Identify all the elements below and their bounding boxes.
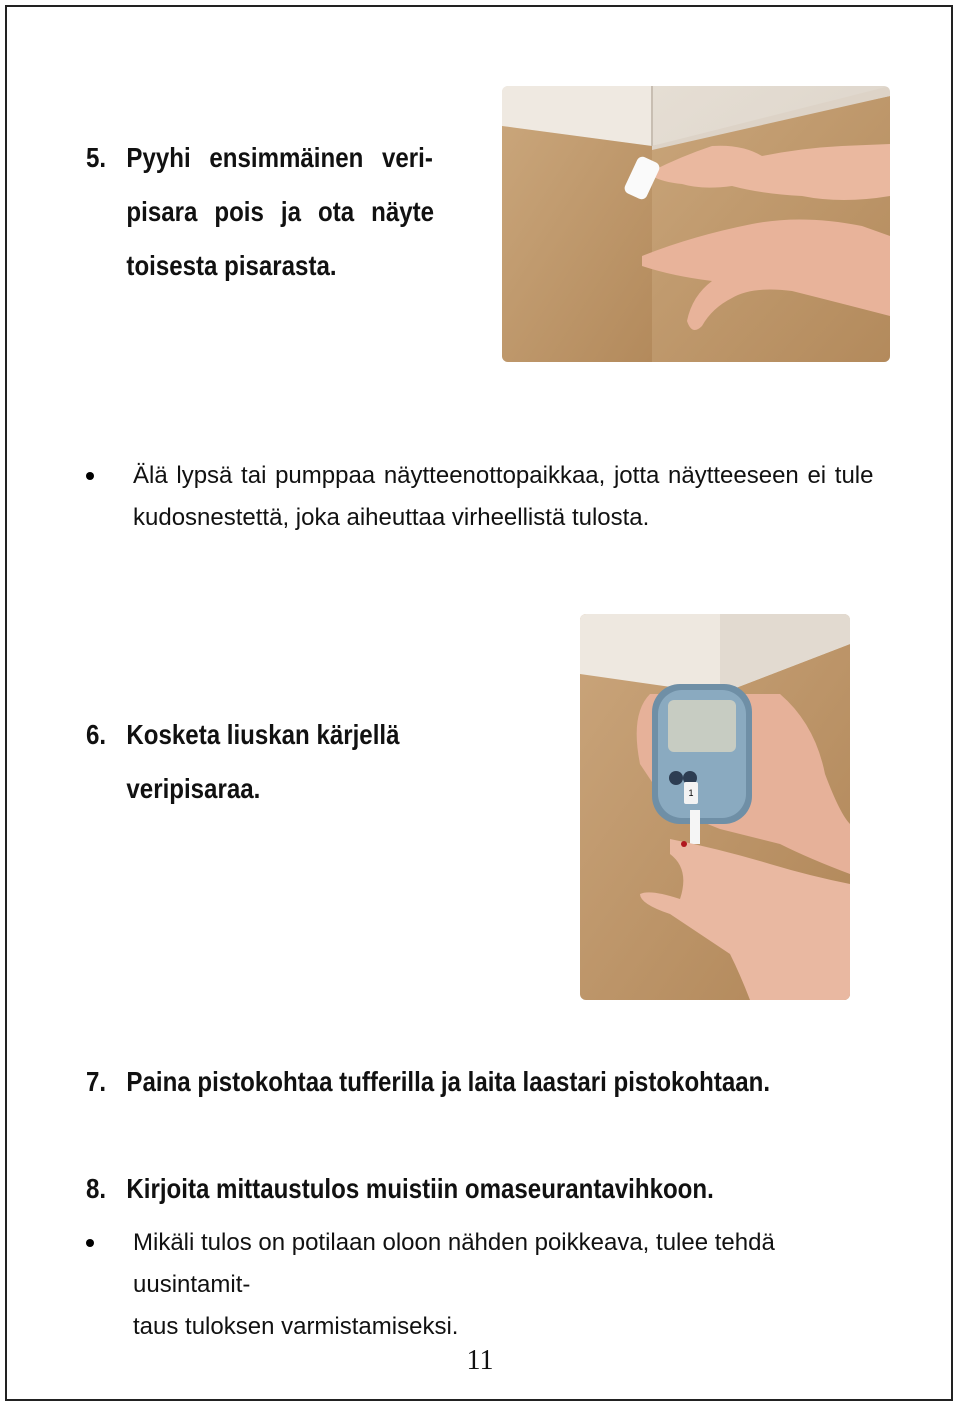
step-6-line-2: veripisaraa. (126, 773, 261, 804)
photo-wiping-blood-drop (502, 86, 890, 362)
step-6-line-1: Kosketa liuskan kärjellä (126, 719, 400, 750)
step-5-line-3: toisesta pisarasta. (126, 250, 337, 281)
note-1-line-2: kudosnestettä, joka aiheuttaa virheellistä tulosta. (133, 504, 650, 531)
step-7-number: 7. (86, 1066, 107, 1097)
photo-glucose-meter-image (580, 614, 850, 1000)
step-7-text: Paina pistokohtaa tufferilla ja laita laastari pistokohtaan. (126, 1066, 771, 1097)
meter-display-number: 1 (688, 788, 694, 798)
step-6 (86, 708, 447, 816)
note-1 (133, 455, 893, 539)
bullet-icon (86, 472, 94, 480)
step-5-number: 5. (86, 142, 107, 173)
step-5-line-2: pisara pois ja ota näyte (126, 196, 435, 227)
bullet-icon (86, 1239, 94, 1247)
step-8-text: Kirjoita mittaustulos muistiin omaseurantavihkoon. (126, 1173, 714, 1204)
step-8 (86, 1162, 757, 1216)
note-2-line-1: Mikäli tulos on potilaan oloon nähden poikkeava, tulee tehdä uusintamit- (133, 1229, 775, 1298)
photo-glucose-meter (580, 614, 850, 1000)
step-6-number: 6. (86, 719, 107, 750)
page-number: 11 (466, 1345, 494, 1376)
step-5 (86, 131, 447, 293)
step-8-number: 8. (86, 1173, 107, 1204)
note-1-line-1: Älä lypsä tai pumppaa näytteenottopaikkaa, jotta näytteeseen ei tule (133, 462, 874, 489)
step-7 (86, 1055, 771, 1109)
step-5-line-1: Pyyhi ensimmäinen veri- (126, 142, 433, 173)
photo-wiping-blood-drop-image (502, 86, 890, 362)
note-2-line-2: taus tuloksen varmistamiseksi. (133, 1313, 459, 1340)
note-2 (133, 1222, 893, 1348)
